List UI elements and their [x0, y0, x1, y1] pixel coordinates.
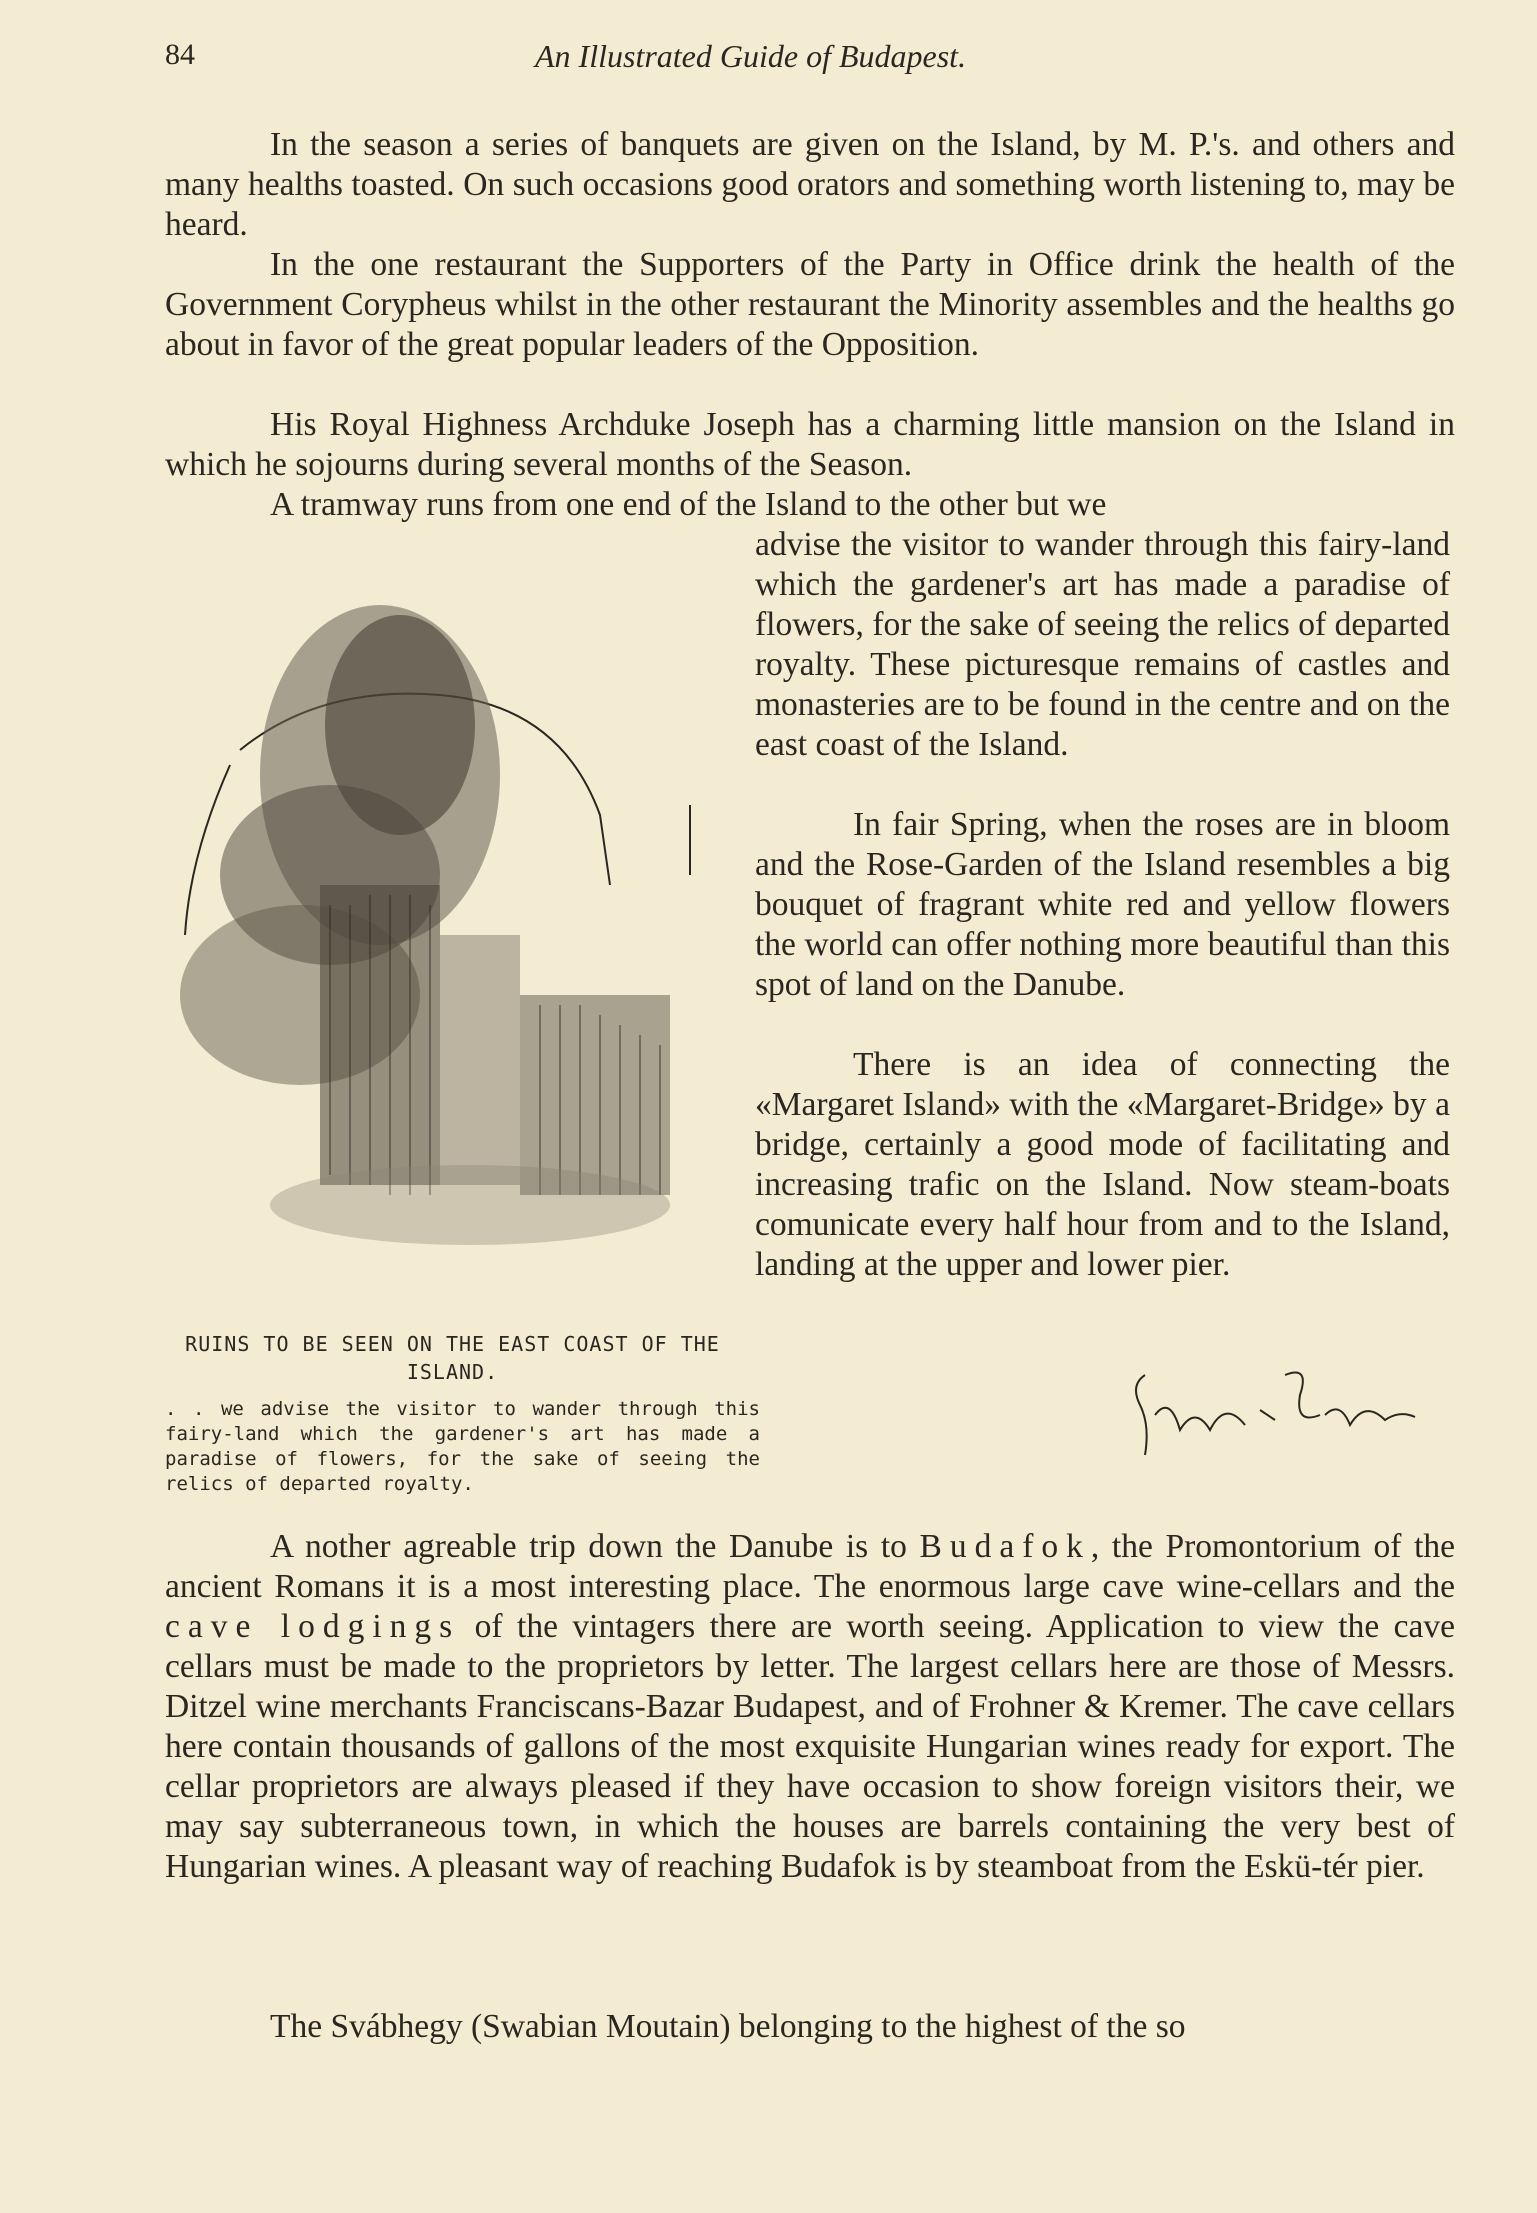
column-paragraph-advise: advise the visitor to wander through this fairy-land which the gardener's art has made a paradise of flowers, for the sake of seeing the relics of departed royalty. These picturesque remains of castles and monasteries are to be found in the centre and on the east coast of the Island.	[755, 526, 1450, 763]
figure-caption-quote: . . we advise the visitor to wander through this fairy-land which the gardener's art has made a paradise of flowers, for the sake of seeing the relics of departed royalty.	[165, 1398, 760, 1495]
figure-caption-title: RUINS TO BE SEEN ON THE EAST COAST OF THE ISLAND.	[185, 1332, 720, 1384]
ruins-engraving	[170, 555, 730, 1275]
place-budafok: Budafok	[919, 1528, 1091, 1565]
paragraph-banquets: In the season a series of banquets are given on the Island, by M. P.'s. and others and many healths toasted. On such occasions good orators and something worth listening to, may be heard.	[165, 126, 1455, 243]
page-header	[165, 38, 1455, 78]
paragraph-budafok: A nother agreable trip down the Danube is to Budafok, the Promontorium of the ancient Romans it is a most interesting place. The enormous large cave wine-cellars and the cave lodgings of the vintagers there are worth seeing. Application to view the cave cellars must be made to the proprietors by letter. The largest cellars here are those of Messrs. Ditzel wine merchants Franciscans-Bazar Budapest, and of Frohner & Kremer. The cave cellars here contain thousands of gallons of the most exquisite Hungarian wines ready for export. The cellar proprietors are always pleased if they have occasion to show foreign visitors their, we may say subterraneous town, in which the houses are barrels containing the very best of Hungarian wines. A pleasant way of reaching Budafok is by steamboat from the Eskü-tér pier.	[165, 1528, 1455, 1885]
running-title: An Illustrated Guide of Budapest.	[535, 38, 967, 74]
ruins-illustration-icon	[170, 555, 730, 1275]
page-number: 84	[165, 38, 195, 71]
paragraph-svabhegy: The Svábhegy (Swabian Moutain) belonging to the highest of the so	[270, 2008, 1186, 2045]
paragraph-restaurants: In the one restaurant the Supporters of the Party in Office drink the health of the Government Corypheus whilst in the other restaurant the Minority assembles and the healths go about in favor of the great popular leaders of the Opposition.	[165, 246, 1455, 363]
column-paragraph-spring: In fair Spring, when the roses are in bloom and the Rose-Garden of the Island resembles a big bouquet of fragrant white red and yellow flowers the world can offer nothing more beautiful than this spot of land on the Danube.	[755, 806, 1450, 1003]
signature-flourish-icon	[1125, 1355, 1425, 1465]
paragraph-tramway: A tramway runs from one end of the Island to the other but we	[270, 486, 1107, 523]
column-paragraph-bridge: There is an idea of connecting the «Margaret Island» with the «Margaret-Bridge» by a bridge, certainly a good mode of facilitating and increasing trafic on the Island. Now steam-boats comunicate every half hour from and to the Island, landing at the upper and lower pier.	[755, 1046, 1450, 1283]
signature	[1125, 1355, 1425, 1465]
phrase-cave-lodgings: cave lodgings	[165, 1608, 461, 1645]
paragraph-archduke: His Royal Highness Archduke Joseph has a charming little mansion on the Island in which he sojourns during several months of the Season.	[165, 406, 1455, 483]
